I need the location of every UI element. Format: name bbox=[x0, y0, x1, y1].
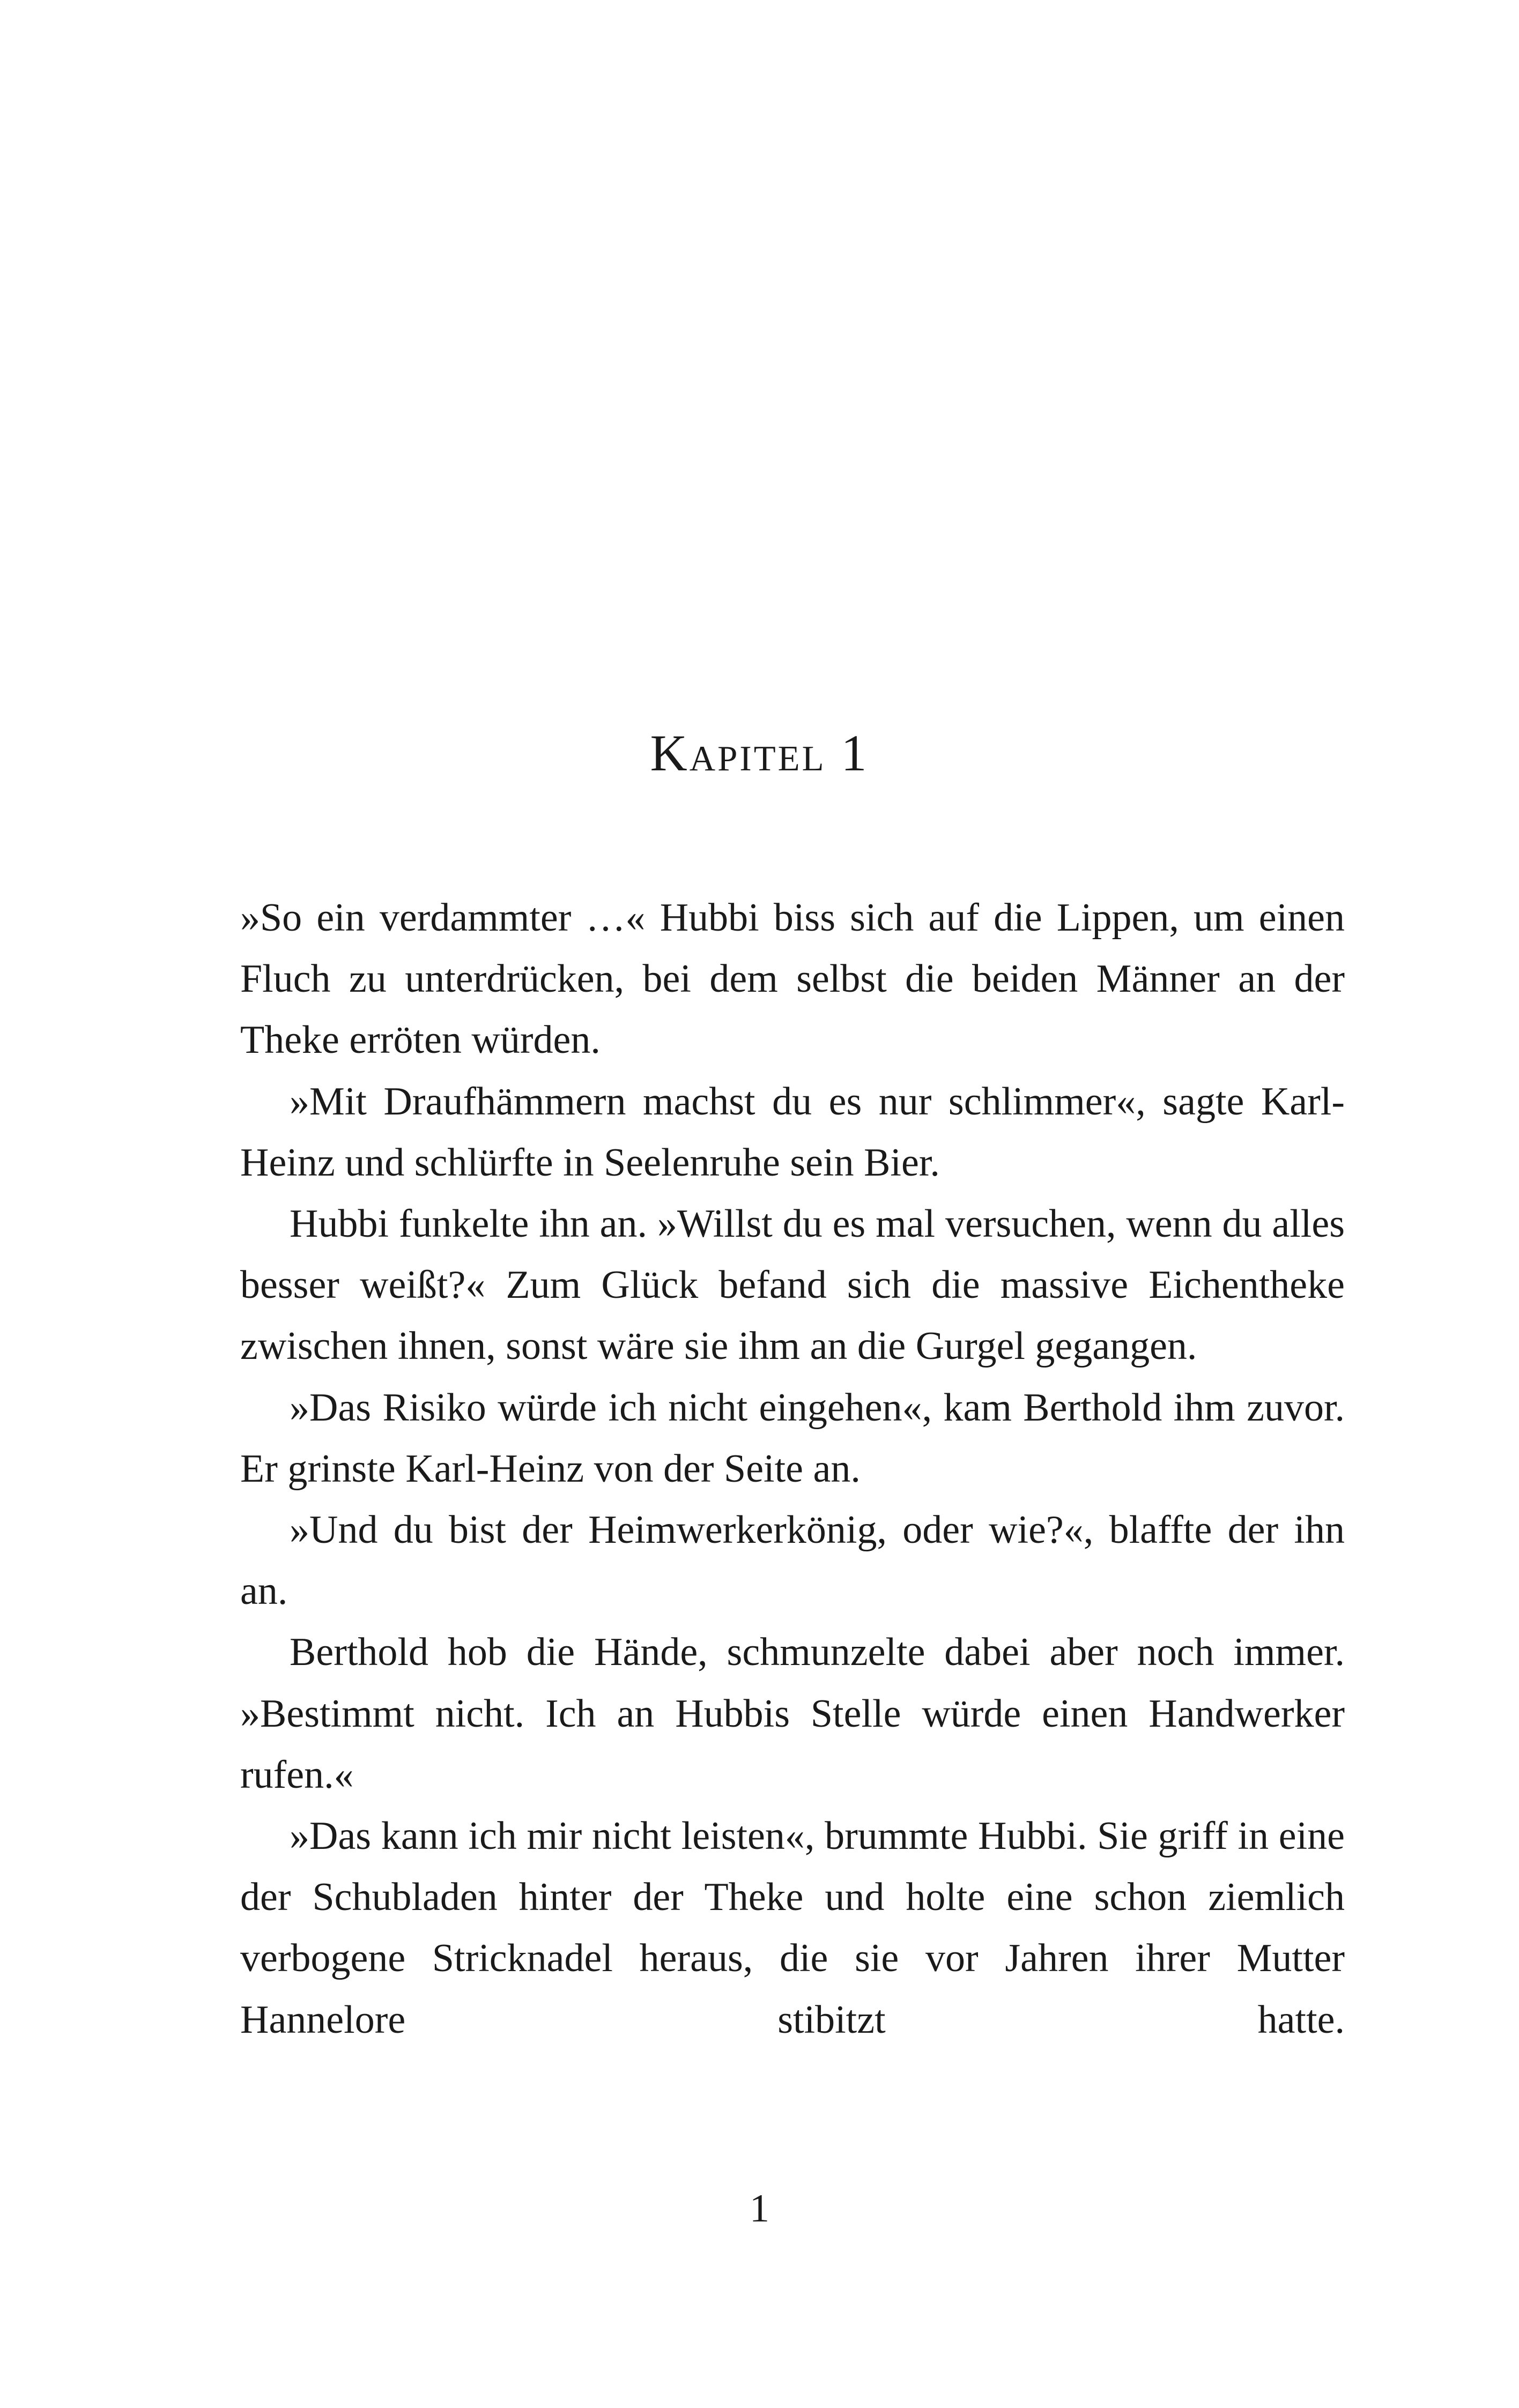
page-number: 1 bbox=[750, 2187, 769, 2231]
body-text bbox=[240, 887, 1345, 2050]
paragraph: Hubbi funkelte ihn an. »Willst du es mal versuchen, wenn du alles besser weißt?« Zum Glück befand sich die massive Eichentheke zwischen ihnen, sonst wäre sie ihm an die Gurgel gegangen. bbox=[240, 1202, 1345, 1369]
paragraph: »Mit Draufhämmern machst du es nur schlimmer«, sagte Karl-Heinz und schlürfte in Seelenruhe sein Bier. bbox=[240, 1079, 1345, 1185]
paragraph: »Und du bist der Heimwerkerkönig, oder wie?«, blaffte der ihn an. bbox=[240, 1508, 1345, 1614]
paragraph: »So ein verdammter …« Hubbi biss sich auf die Lippen, um einen Fluch zu unterdrücken, bei dem selbst die beiden Männer an der Theke erröten würden. bbox=[240, 896, 1345, 1062]
paragraph: »Das Risiko würde ich nicht eingehen«, kam Berthold ihm zuvor. Er grinste Karl-Heinz von der Seite an. bbox=[240, 1385, 1345, 1491]
chapter-heading: Kapitel 1 bbox=[650, 724, 869, 782]
paragraph: Berthold hob die Hände, schmunzelte dabei aber noch immer. »Bestimmt nicht. Ich an Hubbis Stelle würde einen Handwerker rufen.« bbox=[240, 1630, 1345, 1797]
paragraph: »Das kann ich mir nicht leisten«, brummte Hubbi. Sie griff in eine der Schubladen hinter der Theke und holte eine schon ziemlich verbogene Stricknadel heraus, die sie vor Jahren ihrer Mutter Hannelore stibitzt hatte. bbox=[240, 1814, 1345, 2042]
